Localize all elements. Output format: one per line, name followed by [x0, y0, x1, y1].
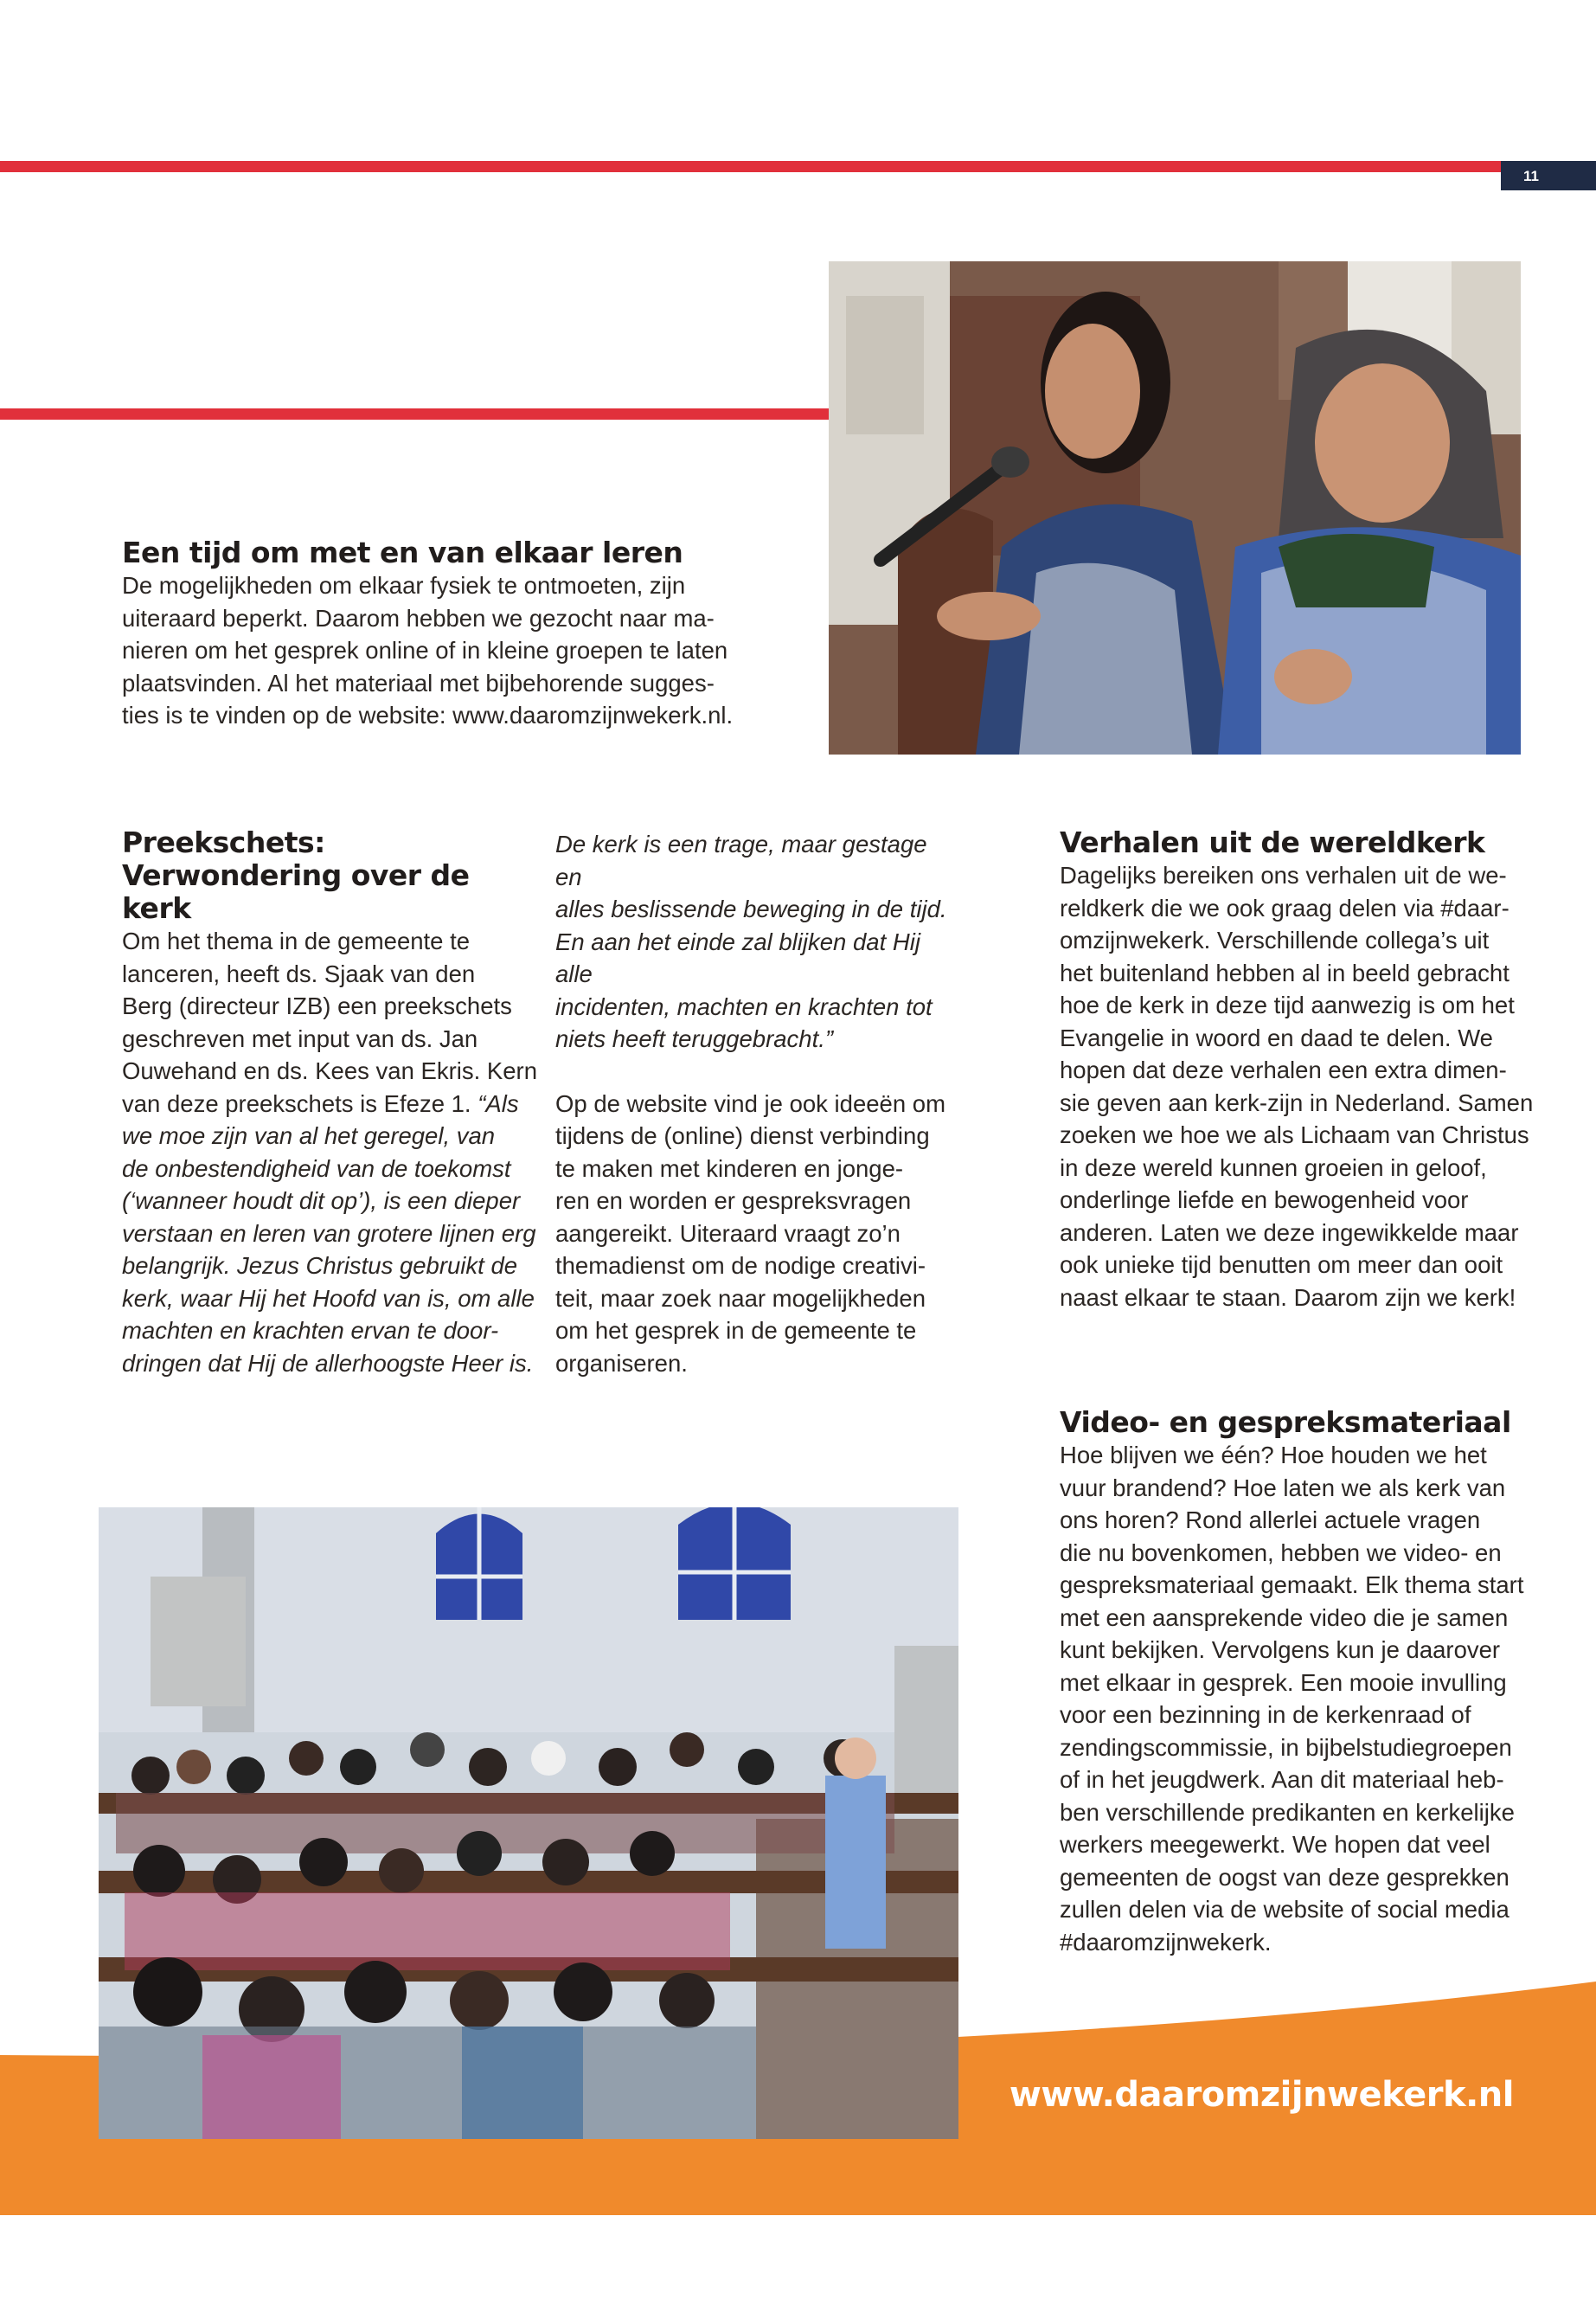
preekschets-quote: we moe zijn van al het geregel, van de onbestendigheid van de toekomst (‘wanneer houdt dit op’), is een dieper verstaan en leren van grotere lijnen erg belangrijk. Jezus Christus gebruikt de kerk, waar Hij het Hoofd van is, om alle machten en krachten ervan te door- dringen dat Hij de allerhoogste Heer is. — [122, 1122, 536, 1377]
middle-red-rule — [0, 408, 830, 420]
page-number: 11 — [1523, 168, 1539, 184]
section-leren — [122, 536, 814, 732]
top-red-rule — [0, 161, 1596, 172]
photo-women-singing — [829, 261, 1521, 755]
preekschets-body2: Op de website vind je ook ideeën om tijdens de (online) dienst verbinding te maken met kinderen en jonge- ren en worden er gespreksvragen aangereikt. Uiteraard vraagt zo’n themadienst om de nodige creativi- teit, maar zoek naar mogelijkheden om het gesprek in de gemeente te organiseren. — [555, 1089, 945, 1377]
section-wereldkerk — [1060, 826, 1561, 1314]
section-leren-title: Een tijd om met en van elkaar leren — [122, 536, 683, 569]
footer-url-link[interactable]: www.daaromzijnwekerk.nl — [1009, 2075, 1514, 2115]
section-preekschets-col2 — [555, 828, 953, 1379]
section-video-body: Hoe blijven we één? Hoe houden we het vuur brandend? Hoe laten we als kerk van ons horen? Rond allerlei actuele vragen die nu bovenkomen, hebben we video- en gespreksmateriaal gemaakt. Elk thema start met een aansprekende video die je samen kunt bekijken. Vervolgens kun je daarover met elkaar in gesprek. Een mooie invulling voor een bezinning in de kerkenraad of zendingscommissie, in bijbelstudiegroepen of in het jeugdwerk. Aan dit materiaal heb- ben verschillende predikanten en kerkelijke werkers meegewerkt. We hopen dat veel gemeenten de oogst van deze gesprekken zullen delen via de website of social media #daaromzijnwekerk. — [1060, 1442, 1524, 1956]
section-preekschets-title-line1: Preekschets: — [122, 825, 325, 859]
section-leren-body: De mogelijkheden om elkaar fysiek te ontmoeten, zijn uiteraard beperkt. Daarom hebben we gezocht naar ma- nieren om het gesprek online of in kleine groepen te laten plaatsvinden. Al het materiaal met bijbehorende sugges- ties is te vinden op de website: www.daaromzijnwekerk.nl. — [122, 572, 734, 729]
section-preekschets-title-line2: Verwondering over de kerk — [122, 858, 470, 925]
section-preekschets — [122, 826, 546, 1379]
section-video — [1060, 1406, 1579, 1958]
preekschets-quote-continued: De kerk is een trage, maar gestage en alles beslissende beweging in de tijd. En aan het einde zal blijken dat Hij alle incidenten, machten en krachten tot niets heeft teruggebracht.” — [555, 831, 947, 1052]
section-wereldkerk-title: Verhalen uit de wereldkerk — [1060, 825, 1485, 859]
preekschets-quote-open: “Als — [478, 1089, 519, 1117]
photo-congregation — [99, 1507, 958, 2139]
section-video-title: Video- en gespreksmateriaal — [1060, 1405, 1511, 1439]
section-wereldkerk-body: Dagelijks bereiken ons verhalen uit de we- reldkerk die we ook graag delen via #daar- omzijnwekerk. Verschillende collega’s uit het buitenland hebben al in beeld gebracht hoe de kerk in deze tijd aanwezig is om het Evangelie in woord en daad te delen. We hopen dat deze verhalen een extra dimen- sie geven aan kerk-zijn in Nederland. Samen zoeken we hoe we als Lichaam van Christus in deze wereld kunnen groeien in geloof, onderlinge liefde en bewogenheid voor anderen. Laten we deze ingewikkelde maar ook unieke tijd benutten om meer dan ooit naast elkaar te staan. Daarom zijn we kerk! — [1060, 862, 1534, 1311]
section-preekschets-body — [122, 925, 546, 1379]
section-preekschets-title — [122, 826, 546, 925]
preekschets-intro: Om het thema in de gemeente te lanceren, heeft ds. Sjaak van den Berg (directeur IZB) een preekschets geschreven met input van ds. Jan Ouwehand en ds. Kees van Ekris. Kern van deze preekschets is Efeze 1. — [122, 928, 537, 1117]
